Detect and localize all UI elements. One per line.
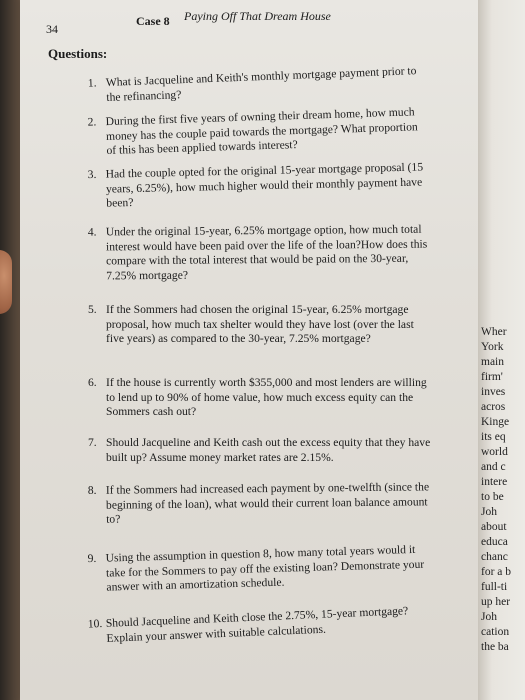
question-number: 9. <box>87 551 97 566</box>
question-number: 6. <box>88 376 97 389</box>
next-page-edge <box>478 0 525 700</box>
next-page-fragment: full-ti <box>481 581 508 593</box>
question-text: If the Sommers had chosen the original 15-year, 6.25% mortgage proposal, how much tax shelter would they have lost (over the last five years) as compared to the 30-year, 7.25% mortgage? <box>106 303 414 345</box>
next-page-fragment: world <box>481 446 508 458</box>
case-title: Paying Off That Dream House <box>184 9 331 23</box>
question-text: If the Sommers had increased each payment by one-twelfth (since the beginning of the loan), what would their current loan balance amount to? <box>105 480 430 526</box>
question-number: 10. <box>87 617 103 631</box>
question-number: 1. <box>87 76 97 90</box>
question-2 <box>87 105 428 159</box>
question-text: Using the assumption in question 8, how many total years would it take for the Sommers to pay off the existing loan? Demonstrate your answer with an amortization schedule. <box>105 542 425 594</box>
question-number: 5. <box>88 303 97 316</box>
question-3 <box>87 160 431 211</box>
question-text: If the house is currently worth $355,000 and most lenders are willing to lend up to 90% of home value, how much excess equity can the Sommers cash out? <box>106 376 427 418</box>
next-page-fragment: chanc <box>481 551 508 563</box>
question-number: 2. <box>87 115 97 129</box>
next-page-fragment: and c <box>481 461 506 473</box>
next-page-fragment: to be <box>481 491 504 503</box>
question-1 <box>87 64 423 105</box>
finger-holding-page <box>0 250 12 314</box>
question-text: Had the couple opted for the original 15-year mortgage proposal (15 years, 6.25%), how much higher would their monthly payment have been? <box>105 160 424 210</box>
next-page-fragment: acros <box>481 401 506 413</box>
question-number: 4. <box>87 225 97 239</box>
next-page-fragment: educa <box>481 536 508 548</box>
next-page-fragment: intere <box>481 476 508 488</box>
next-page-fragment: firm' <box>481 371 503 383</box>
next-page-fragment: Wher <box>481 326 507 338</box>
question-8 <box>87 480 432 527</box>
next-page-fragment: for a b <box>481 566 512 578</box>
question-9 <box>87 542 436 595</box>
page-number: 34 <box>46 22 58 36</box>
next-page-fragment: inves <box>481 386 506 398</box>
question-5 <box>88 303 432 347</box>
question-text: What is Jacqueline and Keith's monthly mortgage payment prior to the refinancing? <box>105 64 417 104</box>
case-label: Case 8 <box>136 14 170 28</box>
question-text: Should Jacqueline and Keith close the 2.75%, 15-year mortgage? Explain your answer with suitable calculations. <box>105 604 409 645</box>
question-text: Under the original 15-year, 6.25% mortgage option, how much total interest would have been paid over the life of the loan?How does this compare with the total interest that would be paid on the 30-year, 7.25% mortgage? <box>105 222 428 282</box>
question-number: 8. <box>87 483 97 497</box>
next-page-fragment: about <box>481 521 507 533</box>
question-4 <box>87 222 432 284</box>
next-page-fragment: its eq <box>481 431 506 443</box>
question-number: 7. <box>88 436 97 449</box>
next-page-fragment: main <box>481 356 504 368</box>
questions-heading: Questions: <box>48 46 108 61</box>
next-page-fragment: up her <box>481 596 511 608</box>
next-page-fragment: Joh <box>481 506 497 518</box>
question-text: During the first five years of owning their dream home, how much money has the couple paid towards the mortgage? What proportion of this has been applied towards interest? <box>105 105 418 158</box>
question-10 <box>87 603 437 646</box>
next-page-fragment: the ba <box>481 641 509 653</box>
next-page-fragment: York <box>481 341 504 353</box>
book-page <box>20 0 490 700</box>
next-page-fragment: cation <box>481 626 510 638</box>
question-number: 3. <box>87 167 97 182</box>
question-6 <box>88 376 436 420</box>
question-7 <box>88 436 434 465</box>
question-text: Should Jacqueline and Keith cash out the excess equity that they have built up? Assume money market rates are 2.15%. <box>106 436 431 464</box>
next-page-fragment: Joh <box>481 611 497 623</box>
next-page-fragment: Kinge <box>481 416 510 428</box>
